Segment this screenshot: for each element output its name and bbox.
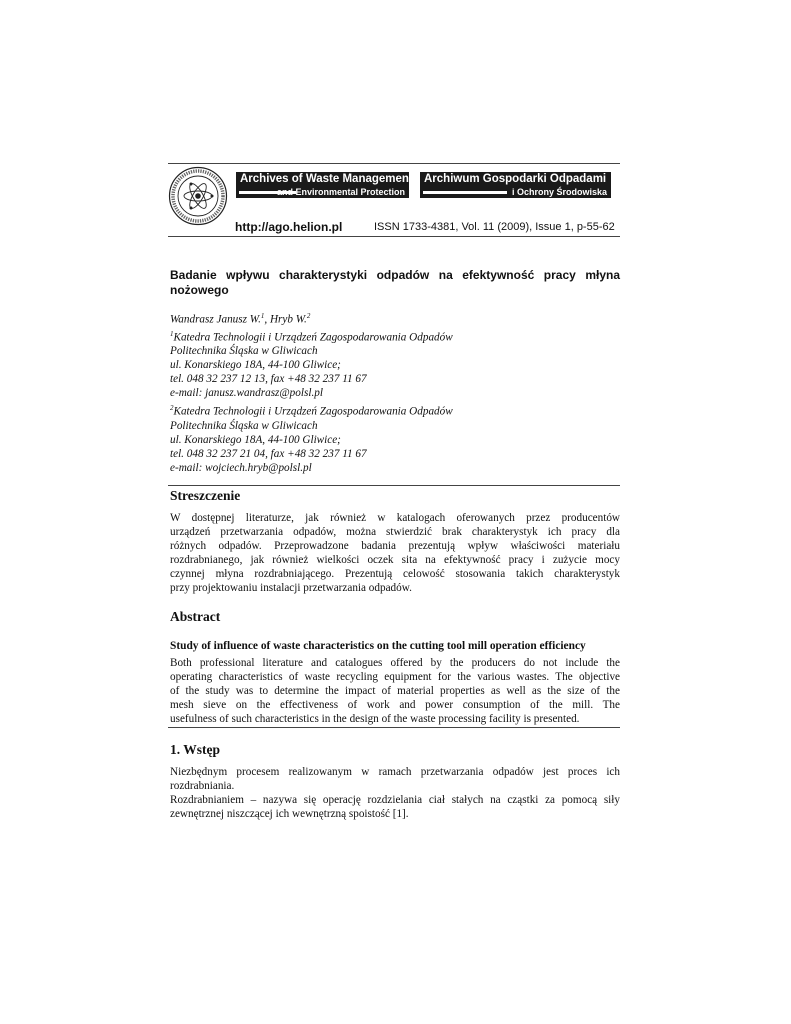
- affiliation-1-line: $^1$Katedra Technologii i Urządzeń Zagospodarowania Odpadów: [170, 329, 453, 344]
- text-line: czynnej młyna rozdrabniającego. Prezentują celowość stosowania takich charakterystyk: [170, 568, 620, 580]
- article-title: Badanie wpływu charakterystyki odpadów na efektywność pracy młyna nożowego: [170, 268, 620, 297]
- affiliation-2-line: ul. Konarskiego 18A, 44-100 Gliwice;: [170, 433, 341, 446]
- text-line: rozdrabniania.: [170, 780, 235, 792]
- affiliation-1-line: ul. Konarskiego 18A, 44-100 Gliwice;: [170, 359, 341, 372]
- text-line: Both professional literature and catalogues offered by the producers do not include the: [170, 657, 620, 669]
- header-top-rule: [168, 163, 620, 164]
- text-line: różnych odpadów. Przeprowadzone badania prezentują wpływ właściwości materiału: [170, 540, 620, 552]
- affiliation-1-sup: 1: [170, 329, 174, 338]
- email-2-link[interactable]: e-mail: wojciech.hryb@polsl.pl: [170, 461, 312, 474]
- section-1-text: [170, 765, 620, 821]
- header-bottom-rule: [168, 236, 620, 237]
- streszczenie-heading: Streszczenie: [170, 488, 241, 503]
- abstract-subtitle: Study of influence of waste characteristics on the cutting tool mill operation efficiency: [170, 640, 586, 652]
- affiliation-2-line: Politechnika Śląska w Gliwicach: [170, 419, 318, 432]
- affiliation-2-block: [170, 401, 453, 475]
- issn-info: ISSN 1733-4381, Vol. 11 (2009), Issue 1, p-55-62: [374, 221, 615, 233]
- text-line: Niezbędnym procesem realizowanym w ramach przetwarzania odpadów jest proces ich: [170, 766, 620, 778]
- author-1-sup: 1: [260, 312, 265, 320]
- affiliation-1-line: Politechnika Śląska w Gliwicach: [170, 345, 318, 358]
- text-line: rozdrabnianego, jak również wielkości oczek sita na efektywność pracy i zużycie mocy: [170, 554, 620, 566]
- authors-block: [170, 309, 453, 400]
- journal-banner-polish: [420, 172, 611, 198]
- journal-banner-polish-line2: i Ochrony Środowiska: [511, 187, 607, 197]
- journal-seal-logo: [168, 166, 228, 226]
- text-line: of the study was to determine the impact of material properties as well as the size of the: [170, 685, 620, 697]
- text-line: Rozdrabnianiem – nazywa się operację rozdzielania ciał stałych na cząstki za pomocą siły: [170, 794, 620, 806]
- text-line: urządzeń przetwarzania odpadów, można stwierdzić brak charakterystyk ich pracy dla: [170, 526, 620, 538]
- author-1: Wandrasz Janusz W.: [170, 313, 261, 326]
- text-line: przy projektowaniu instalacji przetwarzania odpadów.: [170, 582, 412, 594]
- author-2-sup: 2: [306, 312, 311, 320]
- section-1-heading: 1. Wstęp: [170, 742, 221, 757]
- affiliation-2-line: $^2$Katedra Technologii i Urządzeń Zagospodarowania Odpadów: [170, 404, 453, 418]
- abstract-heading: Abstract: [170, 609, 221, 624]
- section-divider: [168, 727, 620, 728]
- text-line: usefulness of such characteristics in the design of the waste processing facility is presented.: [170, 713, 580, 725]
- authors-line: [170, 309, 453, 327]
- journal-banner-english: [236, 172, 413, 198]
- journal-banner-polish-line1: Archiwum Gospodarki Odpadami: [424, 173, 607, 185]
- affiliation-1-line: tel. 048 32 237 12 13, fax +48 32 237 11 67: [170, 373, 367, 386]
- text-line: zewnętrznej niszczącej ich wewnętrzną spoistość [1].: [170, 808, 409, 820]
- journal-url-link[interactable]: http://ago.helion.pl: [235, 220, 343, 234]
- text-line: mesh sieve on the effectiveness of work and power consumption of the mill. The: [170, 699, 620, 711]
- text-line: W dostępnej literaturze, jak również w katalogach oferowanych przez producentów: [170, 512, 620, 524]
- email-1-link[interactable]: e-mail: janusz.wandrasz@polsl.pl: [170, 387, 323, 400]
- affiliation-2-line: tel. 048 32 237 21 04, fax +48 32 237 11 67: [170, 447, 367, 460]
- author-2: , Hryb W.: [264, 313, 307, 326]
- journal-banner-english-line2: and Environmental Protection: [276, 187, 405, 197]
- abstract-text: [170, 656, 620, 726]
- section-divider: [168, 485, 620, 486]
- streszczenie-text: [170, 511, 620, 595]
- journal-banner-english-line1: Archives of Waste Management: [240, 173, 413, 185]
- affiliation-2-sup: 2: [170, 404, 174, 412]
- banner-bar: [423, 191, 507, 194]
- text-line: operating characteristics of waste recycling equipment for the various wastes. The objective: [170, 671, 620, 683]
